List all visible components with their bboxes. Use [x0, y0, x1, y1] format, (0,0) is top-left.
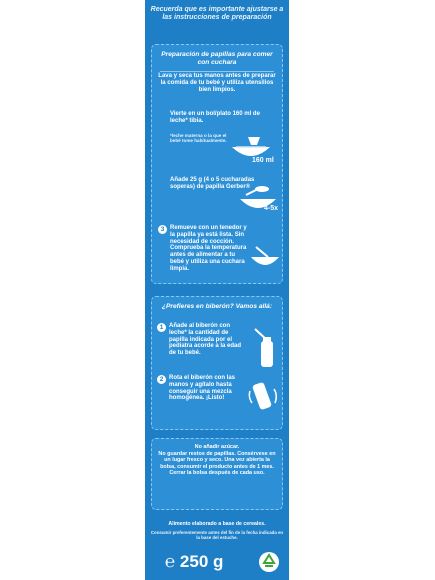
storage-warning-panel	[151, 438, 283, 510]
intro-note: Recuerda que es importante ajustarse a las instrucciones de preparación	[150, 6, 284, 21]
bottle-step1-number: 1	[157, 323, 166, 332]
cereal-base-text: Alimento elaborado a base de cereales.	[168, 521, 266, 527]
net-weight: ℮ 250 g	[165, 552, 224, 571]
spoon-preparation-title: Preparación de papillas para comer con cuchara	[161, 51, 273, 66]
step2-text: Añade 25 g (4 o 5 cucharadas soperas) de papilla Gerber®	[170, 177, 255, 190]
storage-text: No guardar restos de papillas. Consérvese en un lugar fresco y seco. Una vez abierta la bolsa, consumir el producto antes de 1 mes. Cerrar la bolsa después de cada uso.	[158, 451, 276, 477]
bottle-step2-number: 2	[157, 375, 166, 384]
baby-bottle-icon	[252, 327, 278, 369]
bottle-step1-text: Añade al biberón con leche* la cantidad de papilla indicada por el pediatra acorde a la edad de tu bebé.	[169, 323, 242, 357]
bottle-preparation-title: ¿Prefieres en biberón? Vamos allá:	[161, 303, 273, 310]
recycle-icon	[259, 552, 279, 572]
step1-text: Vierte en un bol/plato 160 ml de leche* tibia.	[170, 111, 260, 124]
step3-text: Remueve con un tenedor y la papilla ya está lista. Sin necesidad de cocción. Comprueba la temperatura antes de alimentar a tu bebé y utiliza una cuchara limpia.	[170, 225, 247, 272]
wash-hands-text: Lava y seca tus manos antes de preparar la comida de tu bebé y utiliza utensilios bien limpios.	[158, 73, 276, 93]
step1-measure: 160 ml	[252, 157, 274, 164]
spoon-bowl-icon	[250, 245, 280, 269]
step3-number: 3	[158, 225, 167, 234]
step2-measure: 4-5x	[264, 205, 279, 212]
best-before-text: Consumir preferentemente antes del fin de la fecha indicada en la base del estuche.	[150, 530, 284, 541]
instructions-strip	[145, 0, 289, 580]
spoon-preparation-panel	[151, 44, 283, 284]
step1-note: *leche materna o la que el bebé tome habitualmente.	[170, 133, 227, 144]
bottle-step2-text: Rota el biberón con las manos y agítalo hasta conseguir una mezcla homogénea. ¡Listo!	[169, 375, 236, 402]
shake-bottle-icon	[248, 377, 280, 417]
no-sugar-text: No añadir azúcar.	[194, 444, 240, 450]
bottle-preparation-panel	[151, 296, 283, 430]
